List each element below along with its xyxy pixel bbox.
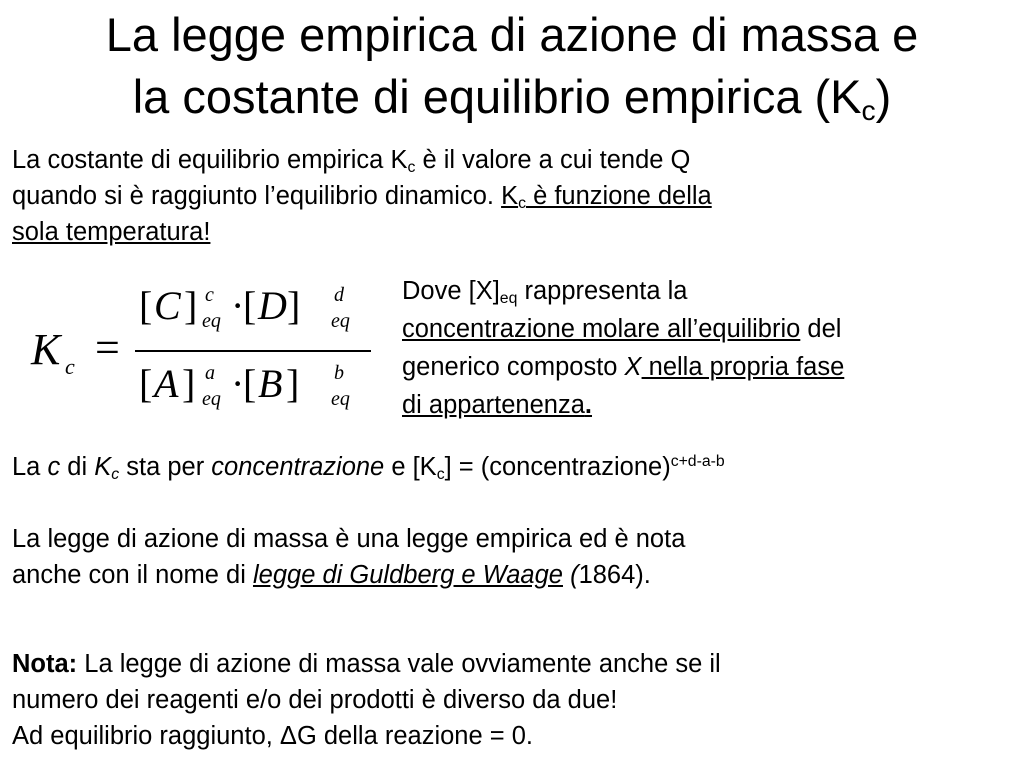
mass-action-paragraph: La legge di azione di massa è una legge empirica ed è nota anche con il nome di legge di Guldberg e Waage (1864). [12, 525, 686, 589]
intro-paragraph: La costante di equilibrio empirica $K_c$ è il valore a cui tende Q quando si è raggiunto l’equilibrio dinamico. $K_c$ è funzione della sola temperatura! [12, 146, 712, 246]
title-line-2: la costante di equilibrio empirica $(K_c)$ [132, 70, 892, 127]
kc-temperature-statement: $K_c$ è funzione della [501, 182, 712, 213]
fraction-bar [135, 350, 371, 352]
kc-formula: K c = [ C ] c eq · [ D ] d eq [ A ] a eq · [ B ] b eq [25, 282, 385, 432]
explanation-paragraph: Dove $[X]_{eq}$ rappresenta la concentrazione molare all’equilibrio del generico composto X nella propria fase di appartenenza. [402, 277, 845, 419]
title-line-1: La legge empirica di azione di massa e [105, 8, 919, 61]
slide-title [0, 4, 1024, 128]
units-line: La c di $K_c$ sta per concentrazione e $[K_c]$ = (concentrazione)$^{c+d-a-b}$ [12, 453, 725, 484]
note-paragraph: Nota: La legge di azione di massa vale ovviamente anche se il numero dei reagenti e/o dei prodotti è diverso da due! Ad equilibrio raggiunto, ΔG della reazione = 0. [12, 650, 721, 750]
note-label: Nota: [12, 650, 78, 678]
